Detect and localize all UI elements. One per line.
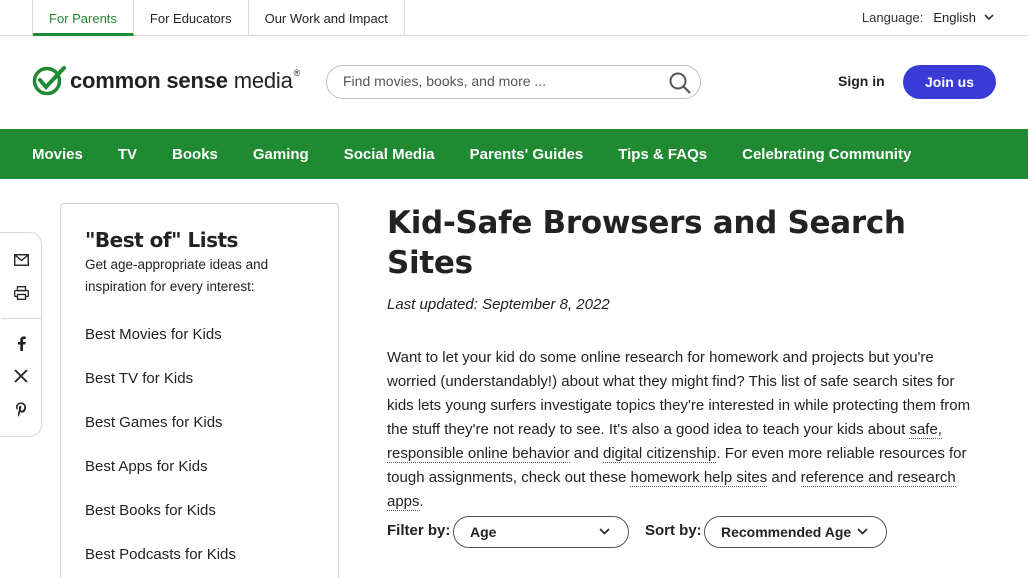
article-intro: Want to let your kid do some online research for homework and projects but you're worried (understandably!) about what they might find? This list of safe search sites for kids lets young surfers investigate topics they're interested in while protecting them from the stuff they're not ready to see. It's also a good idea to teach your kids about safe, responsible online behavior and digital citizenship. For even more reliable resources for tough assignments, check out these homework help sites and reference and research apps. — [387, 349, 971, 510]
language-selector — [862, 0, 994, 34]
filter-age-dropdown[interactable] — [453, 516, 629, 548]
site-header — [0, 36, 1028, 129]
list-item-best-books[interactable]: Best Books for Kids — [85, 502, 216, 519]
tab-our-work-and-impact[interactable]: Our Work and Impact — [249, 0, 405, 36]
language-value: English — [933, 9, 976, 25]
common-sense-media-logo[interactable] — [32, 66, 300, 96]
filter-label: Filter by: — [387, 522, 451, 539]
list-item-best-movies[interactable]: Best Movies for Kids — [85, 326, 222, 343]
nav-item-books[interactable]: Books — [172, 145, 218, 163]
checkmark-logo-icon — [32, 66, 66, 96]
page-title: Kid-Safe Browsers and Search Sites — [387, 205, 906, 281]
list-item-best-podcasts[interactable]: Best Podcasts for Kids — [85, 546, 236, 563]
chevron-down-icon — [599, 528, 610, 535]
print-icon[interactable] — [13, 285, 29, 301]
x-icon[interactable] — [13, 368, 29, 384]
audience-tabs — [32, 0, 405, 36]
share-divider — [1, 318, 42, 319]
list-item-best-tv[interactable]: Best TV for Kids — [85, 370, 194, 387]
link-safe-online-behavior[interactable]: safe, responsible online behavior — [387, 421, 942, 462]
article-main — [387, 203, 977, 514]
search-box — [326, 65, 701, 99]
top-utility-bar — [0, 0, 1028, 36]
link-homework-help-sites[interactable]: homework help sites — [630, 469, 768, 486]
nav-item-social-media[interactable]: Social Media — [343, 145, 435, 163]
sort-label: Sort by: — [645, 522, 702, 539]
nav-item-tips-faqs[interactable]: Tips & FAQs — [618, 145, 708, 163]
nav-item-gaming[interactable]: Gaming — [252, 145, 309, 163]
sign-in-link[interactable]: Sign in — [838, 73, 885, 89]
chevron-down-icon — [984, 14, 994, 21]
search-icon[interactable] — [668, 71, 692, 100]
logo-wordmark: common sense media® — [70, 68, 301, 93]
language-label: Language: — [861, 9, 924, 25]
tab-for-educators[interactable]: For Educators — [134, 0, 249, 36]
share-rail — [0, 232, 42, 437]
best-of-lists-title: "Best of" Lists — [85, 228, 238, 252]
sort-value: Recommended Age — [721, 524, 852, 540]
join-us-button[interactable]: Join us — [903, 65, 996, 99]
nav-item-movies[interactable]: Movies — [32, 145, 83, 163]
mail-icon[interactable] — [13, 252, 29, 268]
sort-dropdown[interactable] — [704, 516, 887, 548]
pinterest-icon[interactable] — [13, 401, 29, 417]
tab-for-parents[interactable]: For Parents — [33, 0, 134, 36]
nav-item-parents-guides[interactable]: Parents' Guides — [469, 145, 584, 163]
main-navigation — [0, 129, 1028, 179]
best-of-lists-links — [85, 326, 236, 578]
list-item-best-games[interactable]: Best Games for Kids — [85, 414, 223, 431]
best-of-lists-card — [60, 203, 339, 578]
nav-item-celebrating-community[interactable]: Celebrating Community — [742, 145, 912, 163]
best-of-lists-description: Get age-appropriate ideas and inspiration for every interest: — [85, 257, 269, 294]
filter-sort-bar — [387, 516, 987, 548]
link-digital-citizenship[interactable]: digital citizenship — [603, 445, 717, 462]
facebook-icon[interactable] — [13, 335, 29, 351]
chevron-down-icon — [857, 528, 868, 535]
link-reference-research-apps[interactable]: reference and research apps — [387, 469, 956, 510]
last-updated: Last updated: September 8, 2022 — [387, 296, 610, 313]
language-dropdown[interactable] — [933, 10, 994, 25]
search-input[interactable] — [343, 73, 663, 89]
list-item-best-apps[interactable]: Best Apps for Kids — [85, 458, 208, 475]
nav-item-tv[interactable]: TV — [117, 145, 138, 163]
filter-value: Age — [470, 524, 497, 540]
